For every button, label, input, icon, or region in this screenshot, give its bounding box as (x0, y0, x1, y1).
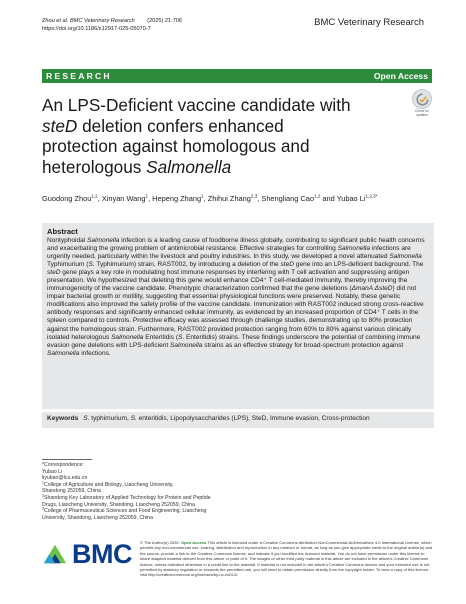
author-affiliation-ref: 1,2,3* (365, 193, 378, 199)
check-updates-line-1: Check for (415, 109, 429, 113)
citation-journal: Zhou et al. BMC Veterinary Research (42, 18, 135, 24)
abstract-segment: infections are urgently needed, particularly within the livestock and poultry industries. In this study, we developed a novel attenuated (47, 245, 411, 261)
keywords-text (83, 415, 369, 422)
abstract-segment: Salmonella (389, 253, 422, 261)
copyright-notice: © The Author(s) 2025. (140, 540, 180, 545)
abstract-segment: steD (47, 269, 61, 277)
bmc-logo-mark-icon (42, 540, 68, 568)
correspondence-block (42, 462, 222, 521)
affiliation-line: $^1$College of Agriculture and Biology, Liaocheng University, (42, 480, 174, 488)
affiliation-line: University, Shandong, Liaocheng 252059, China (42, 514, 153, 521)
abstract-segment: ) did not impair bacterial growth or motility, suggesting that essential physiological functions were preserved. Notably, these genetic modifications also improved the safety profile of the vaccine candidate. Immunization with RAST002 induced strong cross-reactive antibody responses and significantly enhanced cellular immunity, as evidenced by an increased proportion of CD4⁺ T cells in the spleen compared to controls. Protective efficacy was assessed through challenge studies, demonstrating up to 80% protection against the homologous strain. Furthermore, RAST002 provided protection ranging from 60% to 80% against various clinically isolated heterologous (47, 285, 424, 341)
license-text: This article is licensed under a Creative Commons Attribution-NonCommercial-NoDerivatives 4.0 International License, which permits any non-commercial use, sharing, distribution and reproduction in any medium or format, as long as you give appropriate credit to the original author(s) and the source, provide a link to the Creative Commons licence, and indicate if you modified the licensed material. You do not have permission under this licence to share adapted material derived from this article or parts of it. The images or other third party material in this article are included in the article's Creative Commons licence, unless indicated otherwise in a credit line to the material. If material is not included in the article's Creative Commons licence and your intended use is not permitted by statutory regulation or exceeds the permitted use, you will need to obtain permission directly from the copyright holder. To view a copy of this licence, visit http://creativecommons.org/licenses/by-nc-nd/4.0/. (140, 540, 433, 578)
affiliation-line: $^3$College of Pharmaceutical Sciences and Food Engineering, Liaocheng (42, 506, 207, 515)
abstract-segment: Salmonella (87, 237, 120, 244)
keywords-label: Keywords (47, 415, 79, 422)
citation-header (42, 17, 182, 33)
abstract-section (42, 223, 434, 409)
abstract-segment: infection is a leading cause of foodborne illness globally, contributing to significant public health concerns and exacerbating the growing problem of antimicrobial resistance. Effective strategies for controlling (47, 237, 425, 253)
affiliation-line: Shandong 252059, China (42, 488, 101, 495)
abstract-segment: Nontyphoidal (47, 237, 88, 244)
citation-volume: (2025) 21:706 (134, 18, 183, 24)
citation-line-1 (42, 17, 182, 25)
author-name: Shengliang Cao (261, 194, 314, 203)
research-label: RESEARCH (46, 71, 112, 81)
keyword-segment: S. (130, 415, 137, 422)
author-list: Guodong Zhou$^{1,2}$, Xinyan Wang$^1$, Hepeng Zhang$^1$, Zhihui Zhang$^{2,3}$, Shengliang Cao$^{1,2}$ and Yubao $Li^{1,2,3*}$ (42, 193, 378, 203)
abstract-segment: Enteritidis ( (143, 333, 179, 341)
abstract-segment: Typhimurium ( (47, 261, 89, 269)
keyword-segment: enteritidis, Lipopolysaccharides (LPS), SteD, Immune evasion, Cross-protection (136, 415, 370, 422)
journal-name: BMC Veterinary Research (314, 17, 424, 28)
affiliation-list (42, 482, 222, 522)
bmc-logo-text: BMC (72, 538, 132, 569)
abstract-segment: Salmonella (47, 349, 80, 357)
abstract-segment: ΔmanA ΔsteD (351, 285, 393, 293)
abstract-segment: Salmonella (337, 245, 371, 253)
correspondence-email[interactable]: liyubao@lcu.edu.cn (42, 475, 88, 482)
abstract-segment: Enteritidis) strains. These findings underscore the potential of combining immune evasion gene deletions with LPS-deficient (47, 333, 421, 349)
author-name: Guodong Zhou (42, 194, 92, 203)
affiliation-line: Drugs, Liaocheng University, Shandong, Liaocheng 252059, China (42, 501, 196, 508)
abstract-segment: S. (178, 333, 185, 341)
abstract-segment: Typhimurium) strain, RAST002, by introducing a deletion of the (94, 261, 281, 269)
doi-link[interactable]: https://doi.org/10.1186/s12917-025-05070-7 (42, 26, 151, 32)
article-title (42, 95, 362, 177)
abstract-heading: Abstract (47, 227, 78, 236)
author-affiliation-ref: 1,2 (314, 193, 321, 199)
open-access-label: Open Access (373, 71, 428, 81)
check-for-updates-button[interactable] (410, 89, 434, 119)
author-name: Hepeng Zhang (152, 194, 202, 203)
title-part-1: An LPS-Deficient vaccine candidate with (42, 95, 351, 115)
keyword-segment: typhimurium, (89, 415, 131, 422)
affiliation-line: $^2$Shandong Key Laboratory of Applied Technology for Protein and Peptide (42, 493, 211, 501)
author-name: Yubao Li (336, 194, 366, 203)
check-updates-line-2: updates (416, 112, 428, 117)
affiliation-number: 3 (42, 506, 44, 511)
title-organism: Salmonella (146, 156, 232, 177)
affiliation-number: 1 (42, 480, 44, 485)
abstract-segment: Salmonella (170, 341, 203, 349)
author-affiliation-ref: 1,2 (91, 193, 98, 199)
title-part-2: deletion confers enhanced protection against homologous and heterologous (42, 115, 310, 177)
title-gene: steD (42, 115, 78, 136)
keywords-section (42, 412, 434, 428)
abstract-segment: gene into an LPS-deficient background. The (293, 261, 424, 269)
correspondence-name: Yubao Li (42, 468, 63, 475)
check-updates-label (410, 110, 434, 117)
license-open-access: Open Access (180, 540, 207, 545)
abstract-segment: strains as an effective strategy for broad-spectrum protection against (202, 341, 404, 349)
author-name: Xinyan Wang (101, 194, 146, 203)
affiliation-number: 2 (42, 493, 44, 498)
footnote-divider (42, 459, 92, 460)
keyword-segment: S. (83, 415, 90, 422)
check-updates-icon (412, 89, 432, 109)
author-affiliation-ref: 1 (201, 193, 204, 199)
abstract-text (47, 237, 429, 358)
article-type-banner (42, 69, 432, 83)
license-statement (140, 540, 434, 578)
bmc-logo (42, 538, 132, 570)
author-name: Zhihui Zhang (207, 194, 251, 203)
author-affiliation-ref: 2,3 (250, 193, 258, 199)
abstract-segment: steD (280, 261, 294, 269)
author-affiliation-ref: 1 (145, 193, 149, 199)
abstract-segment: gene plays a key role in modulating host immune responses by interfering with T cell activation and suppressing antigen presentation. We hypothesized that deleting this gene would enhance CD4⁺ T cell-mediated immunity, thereby improving the immunogenicity of the vaccine candidate. Phenotypic characterization confirmed that the gene deletions ( (47, 269, 410, 293)
abstract-segment: infections. (79, 349, 111, 357)
correspondence-label: *Correspondence: (42, 462, 84, 468)
abstract-segment: S. (88, 261, 95, 269)
abstract-segment: Salmonella (111, 333, 144, 341)
